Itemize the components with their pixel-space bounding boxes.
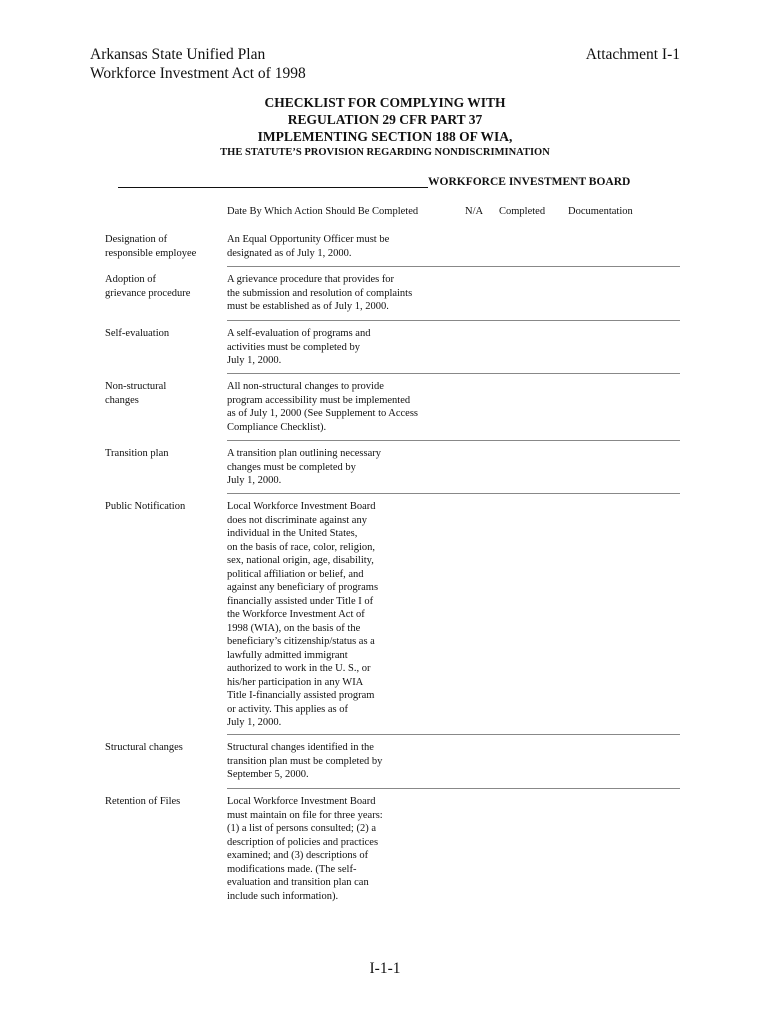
row-label-line: responsible employee [105,247,197,259]
requirement-line: against any beneficiary of programs [227,582,379,593]
requirement-line: description of policies and practices [227,836,379,848]
plan-title: Arkansas State Unified Plan [90,46,266,63]
requirement-line: activities must be completed by [227,341,360,353]
title-line-3: IMPLEMENTING SECTION 188 OF WIA, [257,129,513,144]
column-header-na: N/A [465,206,484,217]
requirement-line: examined; and (3) descriptions of [227,850,369,861]
requirement-line: Title I-financially assisted program [227,690,375,701]
row-requirement-text [227,233,442,260]
row-label-line: Non-structural [105,381,167,392]
requirement-line: A self-evaluation of programs and [227,328,371,339]
row-requirement-text [227,741,442,782]
row-label [105,795,220,809]
requirement-line: must maintain on file for three years: [227,809,383,821]
requirement-line: Local Workforce Investment Board [227,501,376,512]
requirement-line: Structural changes identified in the [227,742,374,753]
page-number: I-1-1 [369,960,401,977]
row-divider [227,373,680,374]
requirement-line: on the basis of race, color, religion, [227,541,375,553]
row-label [105,327,220,341]
requirement-line: July 1, 2000. [227,475,282,486]
board-label: WORKFORCE INVESTMENT BOARD [428,176,631,188]
requirement-line: transition plan must be completed by [227,755,383,767]
requirement-line: evaluation and transition plan can [227,877,369,888]
requirement-line: must be established as of July 1, 2000. [227,301,389,312]
row-requirement-text [227,795,442,903]
requirement-line: individual in the United States, [227,528,358,539]
title-line-2: REGULATION 29 CFR PART 37 [287,112,483,127]
requirement-line: sex, national origin, age, disability, [227,555,374,566]
requirement-line: 1998 (WIA), on the basis of the [227,622,361,634]
row-divider [227,734,680,735]
requirement-line: changes must be completed by [227,461,356,473]
title-subtitle: THE STATUTE’S PROVISION REGARDING NONDISCRIMINATION [220,147,550,158]
board-name-blank [118,175,428,188]
requirement-line: lawfully admitted immigrant [227,649,348,661]
row-label-line: Transition plan [105,448,169,459]
requirement-line: September 5, 2000. [227,769,309,780]
requirement-line: his/her participation in any WIA [227,676,364,688]
row-label-line: Retention of Files [105,796,181,807]
row-divider [227,788,680,789]
column-header-documentation: Documentation [568,206,633,217]
act-title: Workforce Investment Act of 1998 [90,65,306,82]
column-header-date: Date By Which Action Should Be Completed [227,206,419,217]
row-divider [227,493,680,494]
row-label [105,741,220,755]
requirement-line: July 1, 2000. [227,355,282,366]
requirement-line: program accessibility must be implemented [227,394,411,406]
row-label [105,273,220,300]
requirement-line: does not discriminate against any [227,514,367,526]
row-requirement-text [227,327,442,368]
requirement-line: include such information). [227,890,339,902]
title-line-1: CHECKLIST FOR COMPLYING WITH [264,95,506,110]
row-label-line: grievance procedure [105,287,191,299]
requirement-line: July 1, 2000. [227,717,282,728]
requirement-line: A grievance procedure that provides for [227,274,395,285]
requirement-line: as of July 1, 2000 (See Supplement to Access [227,408,419,419]
row-divider [227,320,680,321]
row-label-line: Structural changes [105,742,183,753]
row-requirement-text [227,500,442,730]
row-label [105,447,220,461]
row-label [105,233,220,260]
requirement-line: designated as of July 1, 2000. [227,247,352,259]
row-divider [227,266,680,267]
requirement-line: modifications made. (The self- [227,863,357,875]
attachment-label: Attachment I-1 [585,46,680,63]
requirement-line: An Equal Opportunity Officer must be [227,234,390,245]
requirement-line: authorized to work in the U. S., or [227,663,371,674]
row-label-line: Adoption of [105,274,157,285]
requirement-line: financially assisted under Title I of [227,595,374,607]
requirement-line: political affiliation or belief, and [227,568,364,580]
row-requirement-text [227,380,442,434]
requirement-line: the submission and resolution of complaints [227,287,413,299]
requirement-line: Local Workforce Investment Board [227,796,376,807]
requirement-line: (1) a list of persons consulted; (2) a [227,823,377,834]
board-name-line [118,175,650,188]
row-requirement-text [227,447,442,488]
document-header-left [90,45,306,83]
column-header-completed: Completed [499,206,546,217]
requirement-line: Compliance Checklist). [227,421,327,433]
requirement-line: beneficiary’s citizenship/status as a [227,636,375,647]
checklist-title-block [0,94,770,160]
row-label-line: Self-evaluation [105,328,170,339]
row-requirement-text [227,273,442,314]
requirement-line: All non-structural changes to provide [227,381,384,392]
row-label [105,500,220,514]
row-label-line: Public Notification [105,501,186,512]
row-label [105,380,220,407]
requirement-line: the Workforce Investment Act of [227,609,365,620]
requirement-line: A transition plan outlining necessary [227,448,381,459]
row-divider [227,440,680,441]
row-label-line: changes [105,394,139,406]
requirement-line: or activity. This applies as of [227,703,349,715]
row-label-line: Designation of [105,234,168,245]
